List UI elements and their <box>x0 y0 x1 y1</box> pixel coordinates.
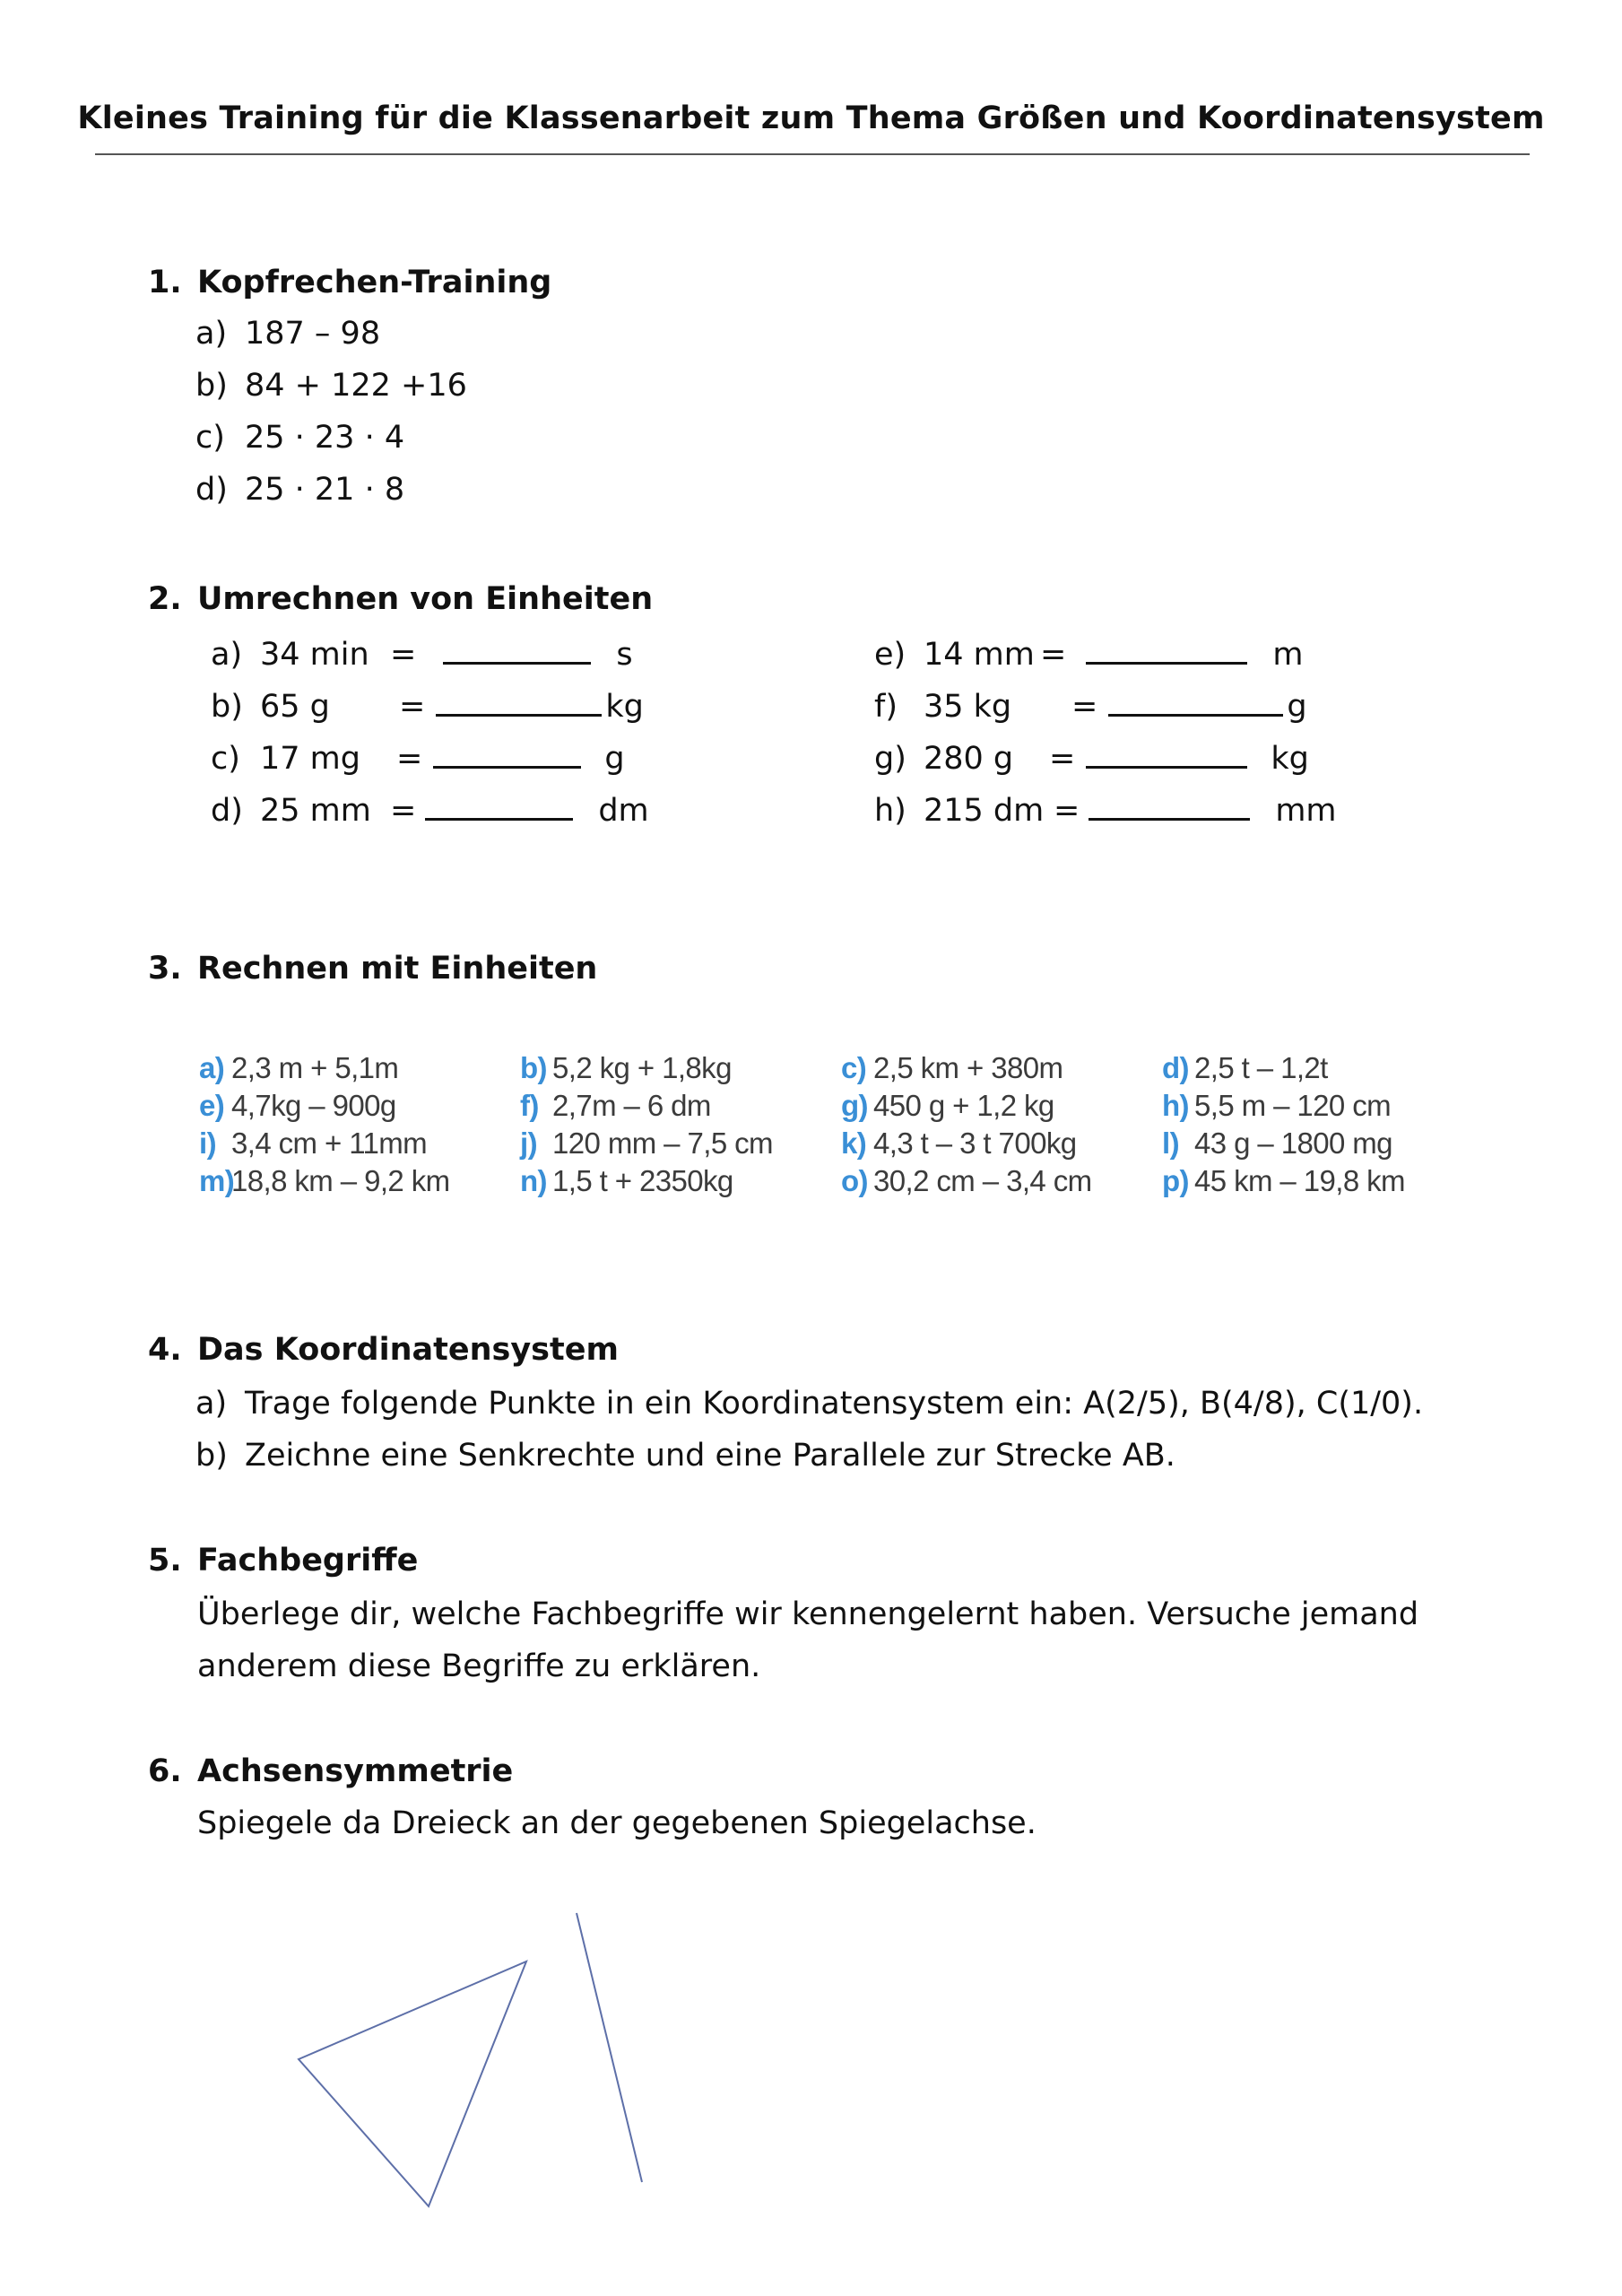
exercise-label: d) <box>1162 1051 1189 1084</box>
exercise-text: 30,2 cm – 3,4 cm <box>873 1164 1092 1197</box>
list-item: d) 25 · 21 · 8 <box>195 472 405 508</box>
section-title: Das Koordinatensystem <box>197 1332 619 1368</box>
section-title: Rechnen mit Einheiten <box>197 951 598 987</box>
section-number: 6. <box>148 1753 182 1789</box>
exercise-text: 5,2 kg + 1,8kg <box>552 1051 732 1084</box>
exercise-text: 5,5 m – 120 cm <box>1194 1089 1392 1122</box>
exercise-label: f) <box>520 1089 539 1122</box>
exercise-label: c) <box>841 1051 867 1084</box>
exercise-label: a) <box>199 1051 225 1084</box>
conversion-item: e) 14 mm = m <box>874 637 1304 673</box>
triangle <box>299 1961 526 2206</box>
section-number: 2. <box>148 581 182 617</box>
exercise-text: 18,8 km – 9,2 km <box>231 1164 450 1197</box>
exercise-label: h) <box>1162 1089 1189 1122</box>
exercise-label: k) <box>841 1126 867 1160</box>
exercise-text: 2,3 m + 5,1m <box>231 1051 399 1084</box>
exercise-text: 45 km – 19,8 km <box>1194 1164 1405 1197</box>
conversion-item: c) 17 mg = g <box>211 741 625 777</box>
conversion-item: g) 280 g = kg <box>874 741 1309 777</box>
exercise-label: l) <box>1162 1126 1179 1160</box>
exercise-text: 450 g + 1,2 kg <box>873 1089 1054 1122</box>
page-title: Kleines Training für die Klassenarbeit zum Thema Größen und Koordinatensystem <box>77 100 1545 136</box>
exercise-label: i) <box>199 1126 216 1160</box>
exercise-text: 4,3 t – 3 t 700kg <box>873 1126 1077 1160</box>
paragraph-line: Spiegele da Dreieck an der gegebenen Spiegelachse. <box>197 1805 1037 1841</box>
section-title: Achsensymmetrie <box>197 1753 514 1789</box>
list-item: b) 84 + 122 +16 <box>195 368 467 404</box>
exercise-text: 2,7m – 6 dm <box>552 1089 711 1122</box>
exercise-text: 120 mm – 7,5 cm <box>552 1126 773 1160</box>
exercise-label: g) <box>841 1089 868 1122</box>
exercise-label: p) <box>1162 1164 1189 1197</box>
conversion-item: h) 215 dm = mm <box>874 793 1337 829</box>
list-item: a) 187 – 98 <box>195 316 381 352</box>
section-number: 4. <box>148 1332 182 1368</box>
exercise-text: 1,5 t + 2350kg <box>552 1164 733 1197</box>
section-title: Kopfrechen-Training <box>197 265 552 300</box>
exercise-label: n) <box>520 1164 547 1197</box>
section-title: Fachbegriffe <box>197 1543 419 1578</box>
section-number: 1. <box>148 265 182 300</box>
list-item: a) Trage folgende Punkte in ein Koordinatensystem ein: A(2/5), B(4/8), C(1/0). <box>195 1386 1424 1422</box>
exercise-text: 43 g – 1800 mg <box>1194 1126 1392 1160</box>
exercise-label: b) <box>520 1051 547 1084</box>
exercise-label: o) <box>841 1164 868 1197</box>
section-number: 3. <box>148 951 182 987</box>
conversion-item: f) 35 kg = g <box>874 689 1307 725</box>
paragraph-line: anderem diese Begriffe zu erklären. <box>197 1648 761 1684</box>
conversion-item: d) 25 mm = dm <box>211 793 649 829</box>
exercise-label: m) <box>199 1164 235 1197</box>
exercise-text: 2,5 t – 1,2t <box>1194 1051 1328 1084</box>
exercise-label: j) <box>520 1126 537 1160</box>
section-number: 5. <box>148 1543 182 1578</box>
paragraph-line: Überlege dir, welche Fachbegriffe wir kennengelernt haben. Versuche jemand <box>197 1596 1419 1632</box>
conversion-item: a) 34 min = s <box>211 637 633 673</box>
exercise-text: 3,4 cm + 11mm <box>231 1126 428 1160</box>
list-item: c) 25 · 23 · 4 <box>195 420 405 456</box>
conversion-item: b) 65 g = kg <box>211 689 644 725</box>
exercise-text: 4,7kg – 900g <box>231 1089 396 1122</box>
exercise-text: 2,5 km + 380m <box>873 1051 1063 1084</box>
mirror-axis <box>577 1913 642 2182</box>
list-item: b) Zeichne eine Senkrechte und eine Parallele zur Strecke AB. <box>195 1438 1175 1474</box>
exercise-label: e) <box>199 1089 225 1122</box>
section-title: Umrechnen von Einheiten <box>197 581 654 617</box>
